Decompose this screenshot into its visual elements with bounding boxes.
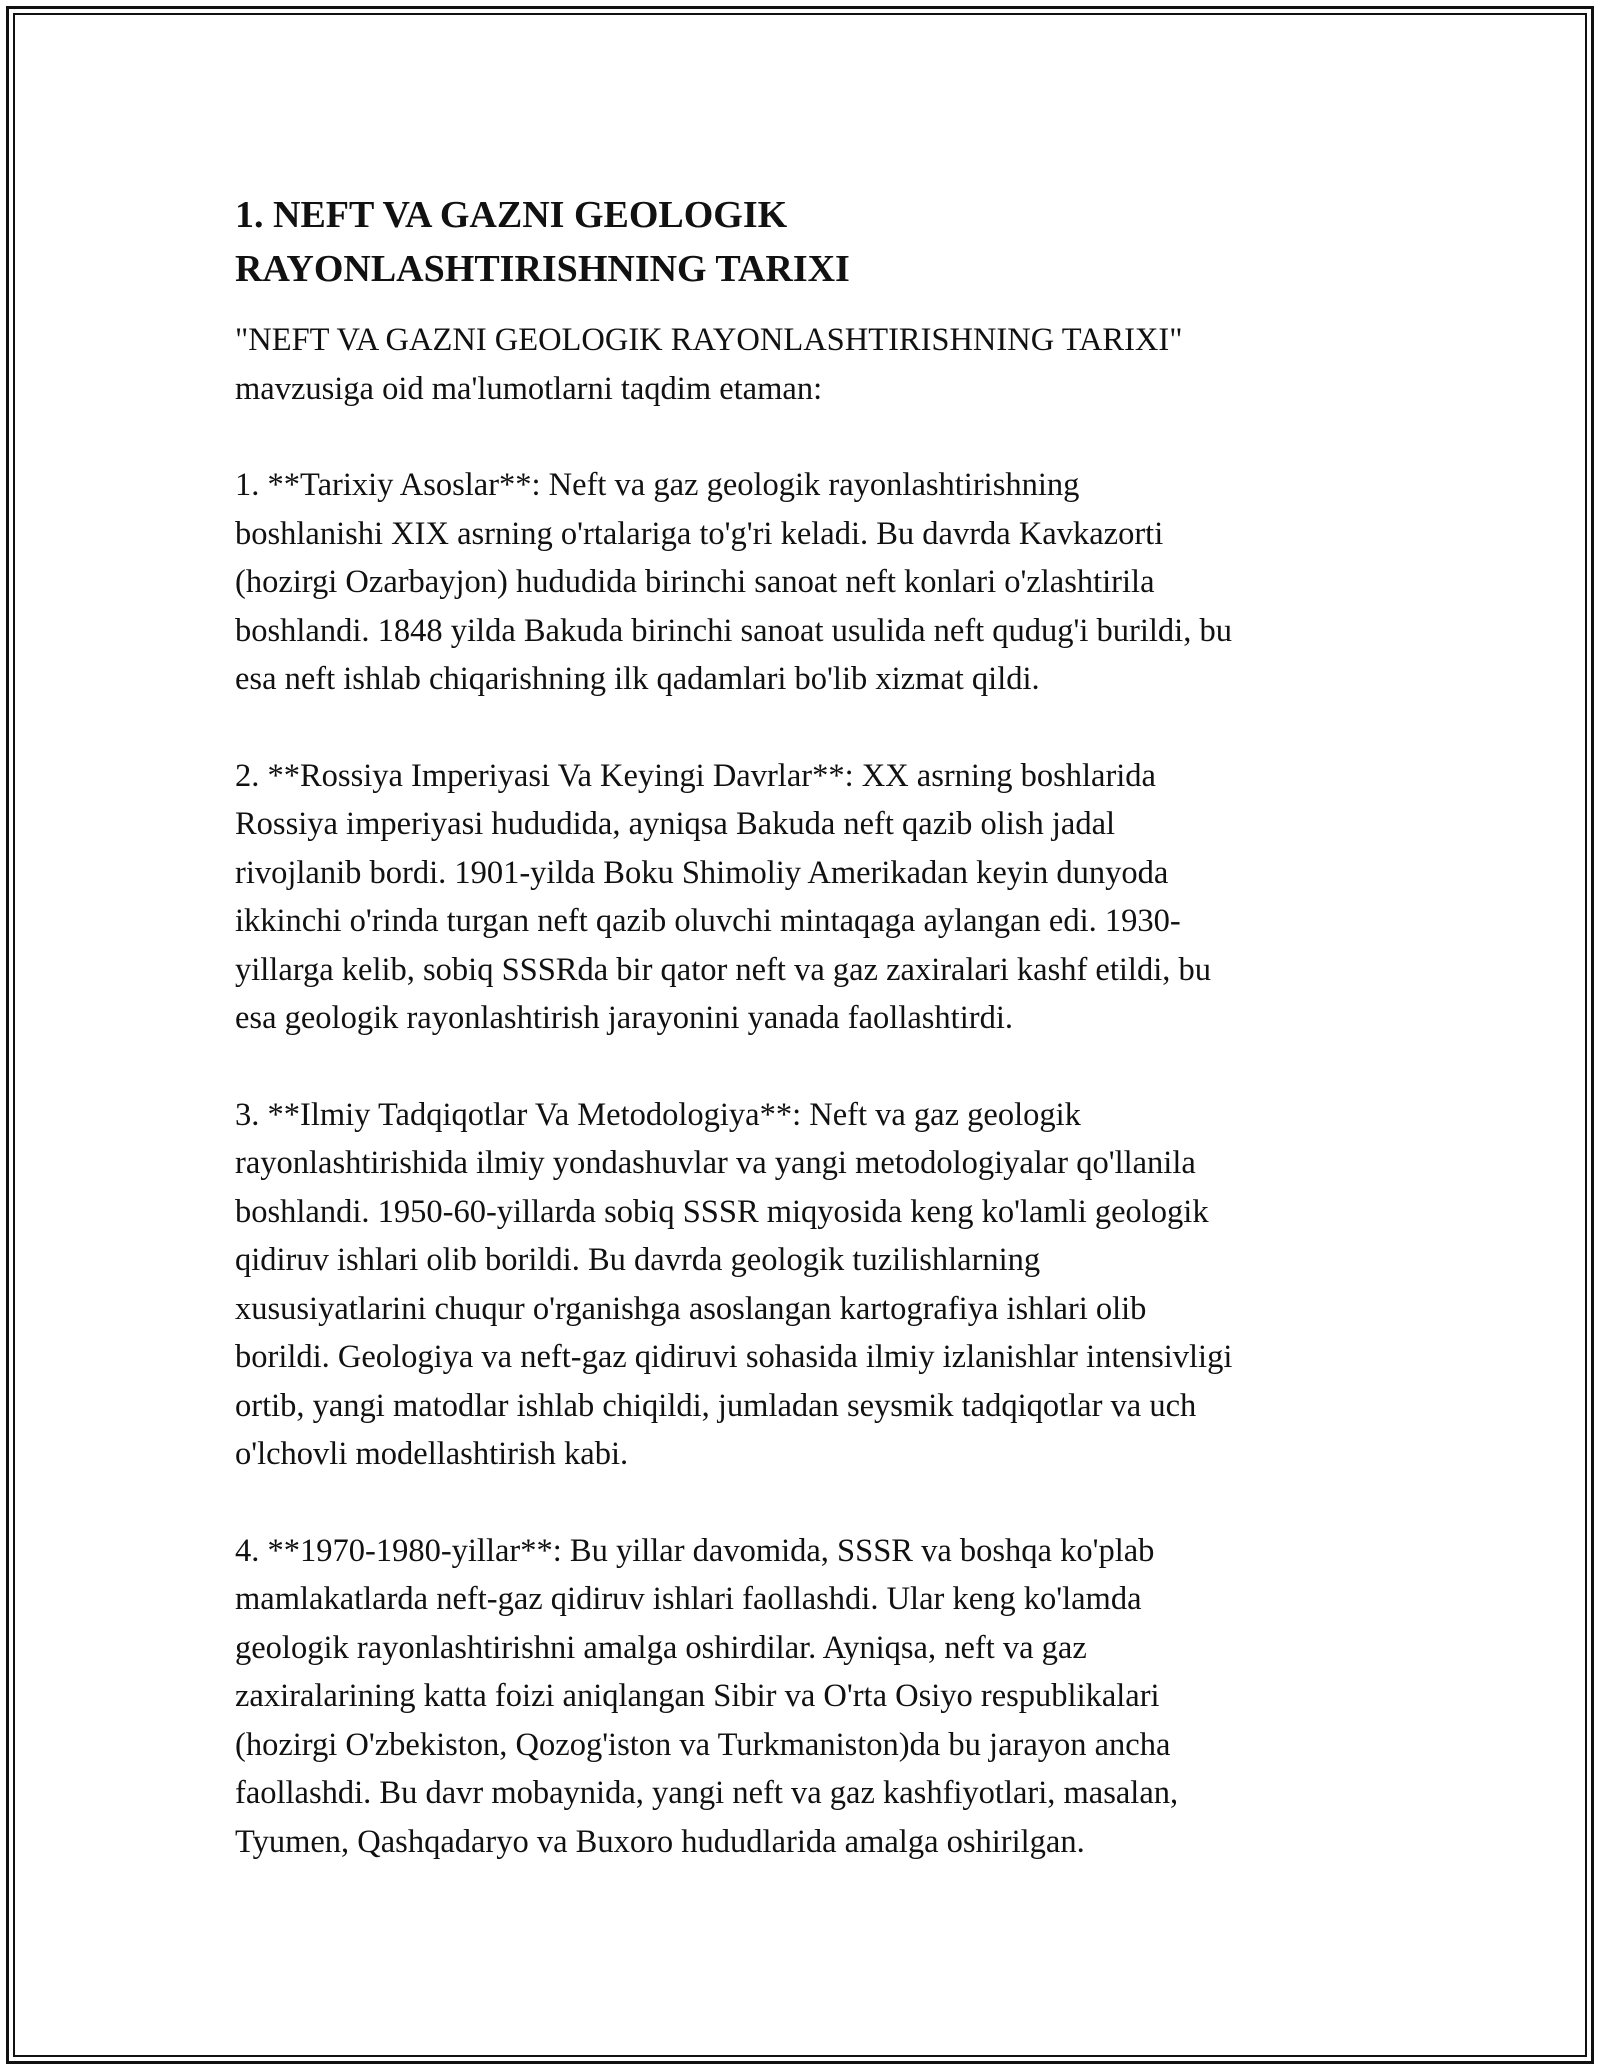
text-line: geologik rayonlashtirishni amalga oshirdilar. Ayniqsa, neft va gaz xyxy=(235,1629,1087,1666)
text-line: boshlandi. 1848 yilda Bakuda birinchi sanoat usulida neft qudug'i burildi, bu xyxy=(235,612,1232,649)
text-line: borildi. Geologiya va neft-gaz qidiruvi sohasida ilmiy izlanishlar intensivligi xyxy=(235,1339,1233,1375)
text-line: (hozirgi Ozarbayjon) hududida birinchi sanoat neft konlari o'zlashtirila xyxy=(235,564,1155,600)
section-1970-1980-yillar xyxy=(235,1527,1370,1867)
document-body xyxy=(235,188,1370,1866)
title-line: 1. NEFT VA GAZNI GEOLOGIK xyxy=(235,194,788,236)
text-line: xususiyatlarini chuqur o'rganishga asoslangan kartografiya ishlari olib xyxy=(235,1290,1147,1327)
text-line: o'lchovli modellashtirish kabi. xyxy=(235,1436,629,1472)
text-line: rivojlanib bordi. 1901-yilda Boku Shimoliy Amerikadan keyin dunyoda xyxy=(235,854,1169,891)
text-line: "NEFT VA GAZNI GEOLOGIK RAYONLASHTIRISHNING TARIXI" xyxy=(235,322,1183,358)
text-line: esa neft ishlab chiqarishning ilk qadamlari bo'lib xizmat qildi. xyxy=(235,661,1040,697)
text-line: rayonlashtirishida ilmiy yondashuvlar va yangi metodologiyalar qo'llanila xyxy=(235,1145,1196,1181)
text-line: (hozirgi O'zbekiston, Qozog'iston va Turkmaniston)da bu jarayon ancha xyxy=(235,1726,1171,1763)
text-line: ortib, yangi matodlar ishlab chiqildi, jumladan seysmik tadqiqotlar va uch xyxy=(235,1387,1197,1424)
text-line: 4. **1970-1980-yillar**: Bu yillar davomida, SSSR va boshqa ko'plab xyxy=(235,1532,1155,1569)
text-line: ikkinchi o'rinda turgan neft qazib oluvchi mintaqaga aylangan edi. 1930- xyxy=(235,903,1181,939)
text-line: mamlakatlarda neft-gaz qidiruv ishlari faollashdi. Ular keng ko'lamda xyxy=(235,1581,1142,1617)
text-line: yillarga kelib, sobiq SSSRda bir qator neft va gaz zaxiralari kashf etildi, bu xyxy=(235,951,1211,988)
text-line: mavzusiga oid ma'lumotlarni taqdim etaman: xyxy=(235,370,823,407)
text-line: 2. **Rossiya Imperiyasi Va Keyingi Davrlar**: XX asrning boshlarida xyxy=(235,757,1156,794)
section-tarixiy-asoslar xyxy=(235,461,1370,704)
text-line: esa geologik rayonlashtirish jarayonini yanada faollashtirdi. xyxy=(235,1000,1013,1036)
text-line: 3. **Ilmiy Tadqiqotlar Va Metodologiya**: Neft va gaz geologik xyxy=(235,1096,1081,1133)
intro-paragraph xyxy=(235,316,1370,413)
text-line: 1. **Tarixiy Asoslar**: Neft va gaz geologik rayonlashtirishning xyxy=(235,467,1080,503)
text-line: boshlanishi XIX asrning o'rtalariga to'g'ri keladi. Bu davrda Kavkazorti xyxy=(235,515,1164,552)
text-line: faollashdi. Bu davr mobaynida, yangi neft va gaz kashfiyotlari, masalan, xyxy=(235,1775,1179,1811)
text-line: boshlandi. 1950-60-yillarda sobiq SSSR miqyosida keng ko'lamli geologik xyxy=(235,1193,1209,1230)
section-ilmiy-tadqiqotlar xyxy=(235,1091,1370,1479)
text-line: qidiruv ishlari olib borildi. Bu davrda geologik tuzilishlarning xyxy=(235,1242,1041,1278)
text-line: Rossiya imperiyasi hududida, ayniqsa Bakuda neft qazib olish jadal xyxy=(235,806,1116,842)
text-line: Tyumen, Qashqadaryo va Buxoro hududlarida amalga oshirilgan. xyxy=(235,1823,1085,1860)
sections xyxy=(235,461,1370,1866)
title-line: RAYONLASHTIRISHNING TARIXI xyxy=(235,248,850,290)
text-line: zaxiralarining katta foizi aniqlangan Sibir va O'rta Osiyo respublikalari xyxy=(235,1678,1160,1714)
document-title xyxy=(235,188,1370,296)
section-rossiya-imperiyasi xyxy=(235,752,1370,1043)
